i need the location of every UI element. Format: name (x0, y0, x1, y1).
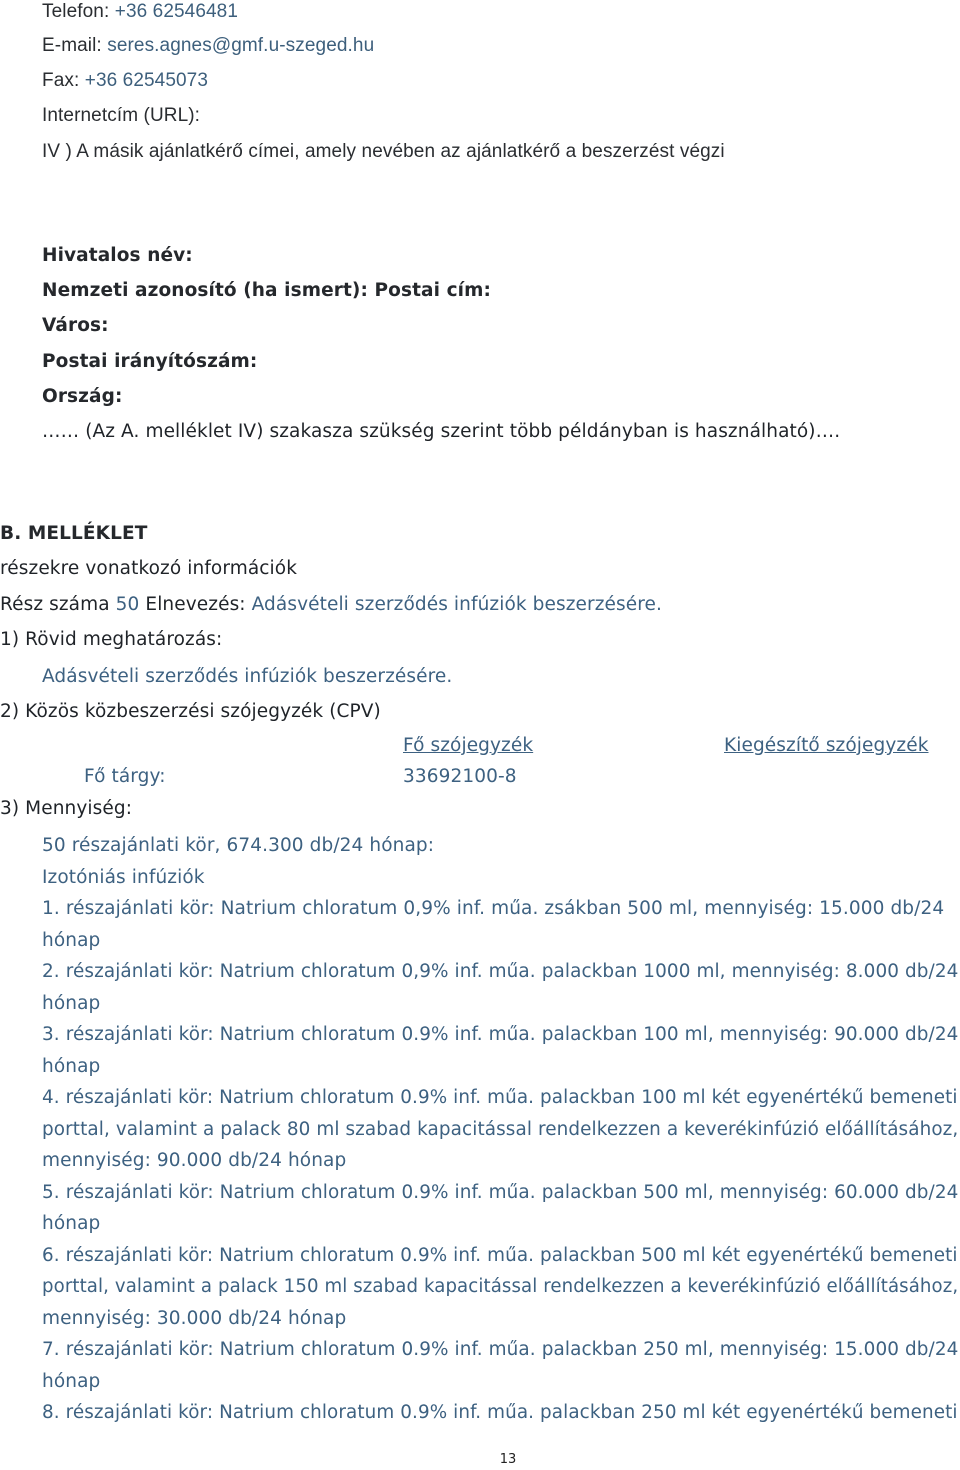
main-subject-label: Fő tárgy: (84, 766, 166, 787)
fax-line (42, 69, 208, 93)
annex-b-subtitle: részekre vonatkozó információk (0, 558, 298, 579)
lot-line: hónap (42, 993, 101, 1014)
cpv-heading: 2) Közös közbeszerzési szójegyzék (CPV) (0, 701, 381, 722)
quantity-label: 3) Mennyiség: (0, 798, 133, 819)
annex-note-line (42, 420, 840, 444)
email-value[interactable]: seres.agnes@gmf.u-szeged.hu (107, 35, 375, 56)
lot-line: porttal, valamint a palack 80 ml szabad kapacitással rendelkezzen a keverékinfúzió előállításához, (42, 1119, 959, 1140)
part-name-value: Adásvételi szerződés infúziók beszerzésére. (251, 594, 663, 615)
fax-value: +36 62545073 (84, 70, 208, 91)
cpv-supplementary-header: Kiegészítő szójegyzék (724, 735, 929, 756)
annex-b-title: B. MELLÉKLET (0, 523, 148, 544)
lot-line: hónap (42, 1213, 101, 1234)
lot-line: 7. részajánlati kör: Natrium chloratum 0.9% inf. műa. palackban 250 ml, mennyiség: 15.000 db/24 (42, 1339, 959, 1360)
section-iv-heading: IV ) A másik ajánlatkérő címei, amely nevében az ajánlatkérő a beszerzést végzi (42, 141, 725, 162)
lot-line: 2. részajánlati kör: Natrium chloratum 0,9% inf. műa. palackban 1000 ml, mennyiség: 8.000 db/24 (42, 961, 959, 982)
email-line (42, 34, 374, 58)
lot-line: 5. részajánlati kör: Natrium chloratum 0.9% inf. műa. palackban 500 ml, mennyiség: 60.000 db/24 (42, 1182, 959, 1203)
annex-note-text: (Az A. melléklet IV) szakasza szükség szerint több példányban is használható)…. (85, 421, 841, 442)
phone-line (42, 0, 238, 24)
city-label: Város: (42, 315, 109, 336)
lot-line: porttal, valamint a palack 150 ml szabad kapacitással rendelkezzen a keverékinfúzió előállításához, (42, 1276, 959, 1297)
phone-value: +36 62546481 (114, 1, 238, 22)
lot-line: hónap (42, 930, 101, 951)
lot-line: hónap (42, 1056, 101, 1077)
cpv-main-header: Fő szójegyzék (403, 735, 534, 756)
part-line (0, 593, 662, 617)
country-label: Ország: (42, 386, 123, 407)
lot-line: 4. részajánlati kör: Natrium chloratum 0.9% inf. műa. palackban 100 ml két egyenértékű bemeneti (42, 1087, 958, 1108)
official-name-label: Hivatalos név: (42, 245, 193, 266)
short-description-value: Adásvételi szerződés infúziók beszerzésére. (42, 666, 453, 687)
lot-line: 8. részajánlati kör: Natrium chloratum 0.9% inf. műa. palackban 250 ml két egyenértékű bemeneti (42, 1402, 958, 1423)
lot-line: 3. részajánlati kör: Natrium chloratum 0.9% inf. műa. palackban 100 ml, mennyiség: 90.000 db/24 (42, 1024, 959, 1045)
url-label: Internetcím (URL): (42, 105, 201, 126)
quantity-summary: 50 részajánlati kör, 674.300 db/24 hónap: (42, 835, 435, 856)
lot-line: 6. részajánlati kör: Natrium chloratum 0.9% inf. műa. palackban 500 ml két egyenértékű bemeneti (42, 1245, 958, 1266)
lot-line: hónap (42, 1371, 101, 1392)
lot-line: mennyiség: 90.000 db/24 hónap (42, 1150, 347, 1171)
national-id-label: Nemzeti azonosító (ha ismert): Postai cím: (42, 280, 491, 301)
quantity-group: Izotóniás infúziók (42, 867, 205, 888)
main-subject-code: 33692100-8 (403, 766, 517, 787)
part-number-label: Rész száma (0, 594, 110, 615)
lot-line: 1. részajánlati kör: Natrium chloratum 0,9% inf. műa. zsákban 500 ml, mennyiség: 15.000 db/24 (42, 898, 945, 919)
page-number: 13 (499, 1452, 517, 1467)
part-number-value: 50 (115, 594, 140, 615)
postal-code-label: Postai irányítószám: (42, 351, 258, 372)
part-name-label: Elnevezés: (145, 594, 246, 615)
lot-line: mennyiség: 30.000 db/24 hónap (42, 1308, 347, 1329)
phone-label: Telefon: (42, 1, 110, 22)
fax-label: Fax: (42, 70, 80, 91)
email-label: E-mail: (42, 35, 102, 56)
annex-note-dots: …… (42, 421, 80, 442)
short-description-label: 1) Rövid meghatározás: (0, 629, 223, 650)
